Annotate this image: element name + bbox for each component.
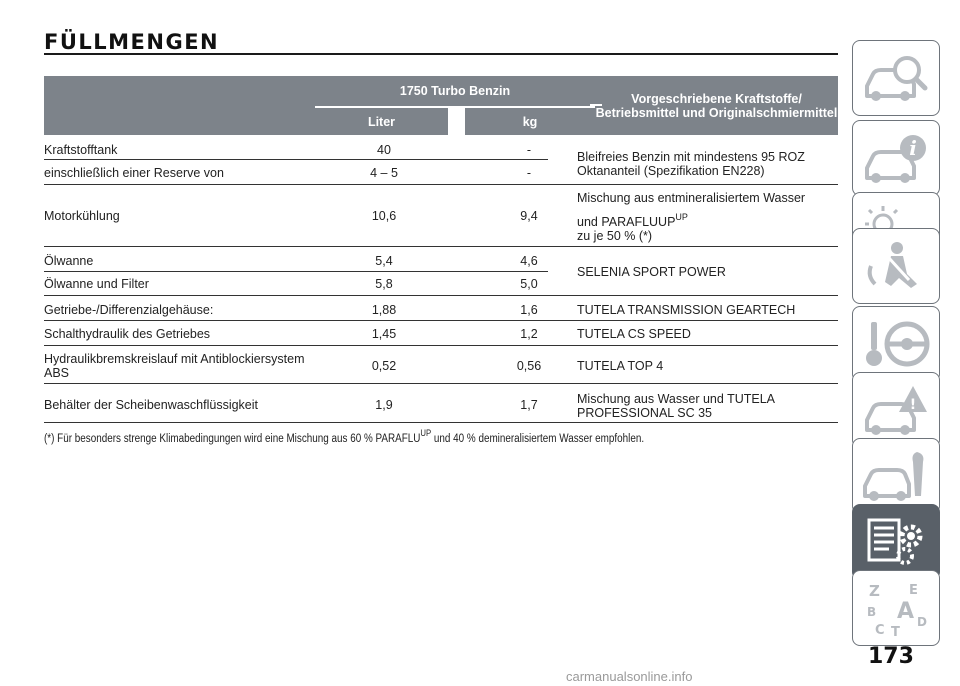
svg-text:Z: Z [869,582,880,600]
row-name: Getriebe-/Differenzialgehäuse: [44,303,214,317]
car-info-icon [861,128,931,188]
spec-oil: SELENIA SPORT POWER [577,265,726,279]
row-spec: Mischung aus Wasser und TUTELA PROFESSIONAL SC 35 [577,392,775,420]
car-search-icon [861,48,931,108]
row-name: Ölwanne [44,254,94,268]
svg-text:A: A [897,599,915,624]
svg-text:!: ! [909,397,917,413]
watermark: carmanualsonline.info [566,669,693,684]
svg-text:T: T [891,625,900,638]
row-liter: 1,9 [375,398,393,412]
row-kg: 1,6 [520,303,538,317]
row-liter: 10,6 [371,209,397,223]
row-spec: TUTELA TRANSMISSION GEARTECH [577,303,796,317]
spec-coolant-line3: zu je 50 % (*) [577,229,653,243]
spec-coolant-sup: UP [675,212,688,222]
row-divider [44,295,838,296]
svg-text:i: i [909,136,917,160]
tab-car-info[interactable] [852,120,940,196]
footnote [44,428,727,445]
row-divider [44,246,838,247]
row-kg: - [526,166,532,180]
spec-fuel: Bleifreies Benzin mit mindestens 95 ROZ Oktananteil (Spezifikation EN228) [577,150,805,178]
row-name: Hydraulikbremskreislauf mit Antiblockiersystem ABS [44,352,305,380]
row-liter: 5,8 [375,277,393,291]
svg-text:D: D [917,615,927,629]
header-spec-separator [590,104,602,106]
footnote-sup: UP [420,428,432,438]
row-liter: 4 – 5 [370,166,398,180]
row-name: Ölwanne und Filter [44,277,149,291]
row-divider [44,345,838,346]
row-kg: 1,2 [520,327,538,341]
seatbelt-airbag-icon [861,236,931,296]
footnote-text-end: und 40 % demineralisiertem Wasser empfohlen. [433,433,645,445]
row-divider [44,422,838,423]
row-divider [44,271,548,272]
row-name: Behälter der Scheibenwaschflüssigkeit [44,398,259,412]
svg-text:E: E [909,583,918,598]
row-liter: 0,52 [371,359,397,373]
header-empty-cell [44,76,315,135]
row-divider [44,184,838,185]
tab-specs[interactable] [852,504,940,580]
row-kg: 1,7 [520,398,538,412]
header-kg: kg [465,108,595,135]
row-kg: 4,6 [520,254,538,268]
row-liter: 1,45 [371,327,397,341]
page-title: FÜLLMENGEN [44,30,220,54]
tab-car-maintenance[interactable] [852,438,940,514]
row-spec: TUTELA CS SPEED [577,327,691,341]
row-name: Motorkühlung [44,209,120,223]
svg-text:C: C [875,623,885,638]
row-kg: 5,0 [520,277,538,291]
tab-breakdown[interactable] [852,372,940,448]
svg-text:B: B [867,605,877,619]
header-engine: 1750 Turbo Benzin [315,76,595,106]
specs-gears-icon [861,512,931,572]
breakdown-triangle-icon [861,380,931,440]
header-gap [448,108,465,135]
row-divider [44,320,838,321]
header-spec: Vorgeschriebene Kraftstoffe/ Betriebsmittel und Originalschmiermittel [595,76,838,135]
alphabet-index-icon [861,578,931,638]
row-liter: 5,4 [375,254,393,268]
row-kg: 0,56 [516,359,542,373]
steering-key-icon [861,314,931,374]
row-kg: - [526,143,532,157]
row-liter: 40 [377,143,391,157]
page-number: 173 [868,644,914,669]
tab-steering-key[interactable] [852,306,940,382]
tab-alphabet-index[interactable] [852,570,940,646]
spec-coolant-text: und PARAFLUUP [577,215,676,229]
row-name: Kraftstofftank [44,143,118,157]
row-spec: TUTELA TOP 4 [577,359,664,373]
row-divider [44,159,548,160]
tab-seatbelt-airbag[interactable] [852,228,940,304]
spec-coolant-line2 [577,210,839,229]
row-name: Schalthydraulik des Getriebes [44,327,211,341]
row-name: einschließlich einer Reserve von [44,166,224,180]
spec-coolant-line1: Mischung aus entmineralisiertem Wasser [577,191,806,205]
footnote-text: (*) Für besonders strenge Klimabedingungen wird eine Mischung aus 60 % PARAFLU [44,433,421,445]
header-liter: Liter [315,108,448,135]
tab-car-search[interactable] [852,40,940,116]
row-kg: 9,4 [520,209,538,223]
row-liter: 1,88 [371,303,397,317]
row-divider [44,383,838,384]
car-maintenance-icon [861,446,931,506]
title-rule [44,53,838,55]
